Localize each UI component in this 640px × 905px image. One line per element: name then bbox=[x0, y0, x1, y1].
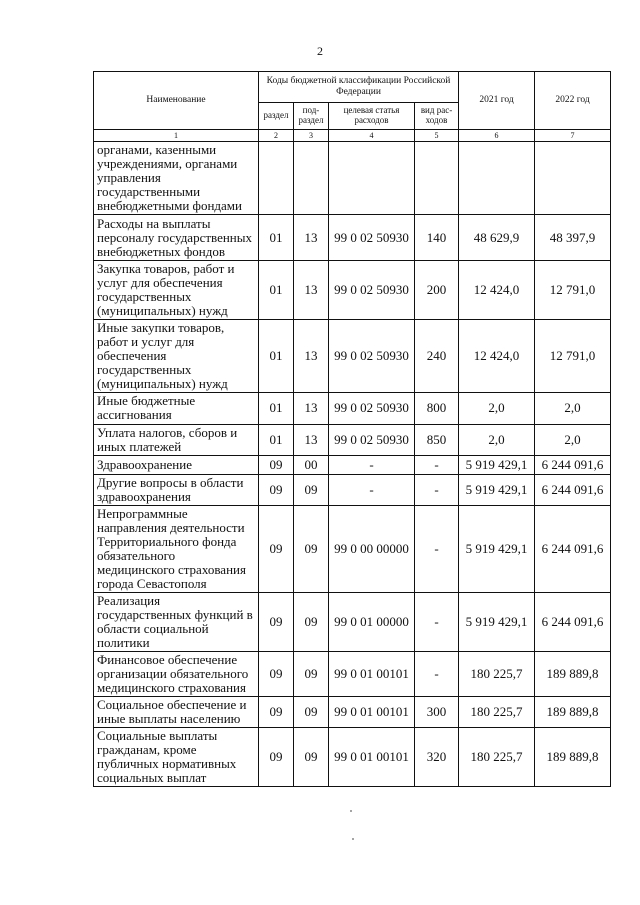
row-kind: 850 bbox=[415, 424, 459, 455]
table-row bbox=[94, 215, 611, 261]
row-name: Иные бюджетные ассигнования bbox=[94, 393, 259, 424]
row-target: 99 0 02 50930 bbox=[329, 393, 415, 424]
table-row bbox=[94, 320, 611, 393]
table-row bbox=[94, 728, 611, 787]
column-number: 7 bbox=[535, 130, 611, 142]
table-row bbox=[94, 474, 611, 505]
row-subsection: 09 bbox=[294, 505, 329, 592]
table-row bbox=[94, 455, 611, 474]
header-codes: Коды бюджетной классификации Российской Федерации bbox=[259, 72, 459, 103]
row-subsection: 13 bbox=[294, 424, 329, 455]
row-value-2021: 5 919 429,1 bbox=[459, 455, 535, 474]
table-row bbox=[94, 697, 611, 728]
row-value-2022: 189 889,8 bbox=[535, 728, 611, 787]
row-section: 09 bbox=[259, 474, 294, 505]
row-kind: - bbox=[415, 455, 459, 474]
row-value-2021: 180 225,7 bbox=[459, 697, 535, 728]
row-subsection: 09 bbox=[294, 728, 329, 787]
row-name: Социальные выплаты гражданам, кроме публичных нормативных социальных выплат bbox=[94, 728, 259, 787]
table-row bbox=[94, 142, 611, 215]
row-section: 01 bbox=[259, 393, 294, 424]
row-kind: 300 bbox=[415, 697, 459, 728]
budget-table bbox=[93, 71, 611, 787]
row-value-2022: 6 244 091,6 bbox=[535, 505, 611, 592]
row-section: 09 bbox=[259, 651, 294, 696]
row-target: - bbox=[329, 474, 415, 505]
table-row bbox=[94, 393, 611, 424]
table-row bbox=[94, 424, 611, 455]
row-target: 99 0 01 00101 bbox=[329, 728, 415, 787]
row-value-2022 bbox=[535, 142, 611, 215]
row-target: 99 0 00 00000 bbox=[329, 505, 415, 592]
row-value-2022: 6 244 091,6 bbox=[535, 592, 611, 651]
row-value-2021: 5 919 429,1 bbox=[459, 505, 535, 592]
column-number: 4 bbox=[329, 130, 415, 142]
row-target: 99 0 02 50930 bbox=[329, 215, 415, 261]
row-kind: 200 bbox=[415, 261, 459, 320]
row-target: 99 0 02 50930 bbox=[329, 320, 415, 393]
row-value-2022: 189 889,8 bbox=[535, 697, 611, 728]
row-subsection bbox=[294, 142, 329, 215]
row-value-2021: 5 919 429,1 bbox=[459, 592, 535, 651]
row-section: 09 bbox=[259, 728, 294, 787]
row-value-2021: 2,0 bbox=[459, 393, 535, 424]
row-value-2021: 180 225,7 bbox=[459, 728, 535, 787]
row-target: 99 0 02 50930 bbox=[329, 424, 415, 455]
row-subsection: 13 bbox=[294, 261, 329, 320]
column-number: 2 bbox=[259, 130, 294, 142]
row-target: 99 0 01 00101 bbox=[329, 651, 415, 696]
header-year-2022: 2022 год bbox=[535, 72, 611, 130]
row-value-2021: 12 424,0 bbox=[459, 261, 535, 320]
row-subsection: 09 bbox=[294, 697, 329, 728]
row-target: 99 0 01 00101 bbox=[329, 697, 415, 728]
row-name: Уплата налогов, сборов и иных платежей bbox=[94, 424, 259, 455]
row-value-2022: 12 791,0 bbox=[535, 261, 611, 320]
header-target: целевая статья расходов bbox=[329, 103, 415, 130]
row-value-2022: 2,0 bbox=[535, 424, 611, 455]
row-value-2021: 180 225,7 bbox=[459, 651, 535, 696]
row-name: Иные закупки товаров, работ и услуг для обеспечения государственных (муниципальных) нужд bbox=[94, 320, 259, 393]
row-kind: - bbox=[415, 474, 459, 505]
row-kind: - bbox=[415, 505, 459, 592]
row-section: 09 bbox=[259, 455, 294, 474]
row-subsection: 09 bbox=[294, 474, 329, 505]
row-name: Расходы на выплаты персоналу государственных внебюджетных фондов bbox=[94, 215, 259, 261]
row-section: 09 bbox=[259, 592, 294, 651]
table-row bbox=[94, 261, 611, 320]
column-number: 6 bbox=[459, 130, 535, 142]
row-value-2022: 189 889,8 bbox=[535, 651, 611, 696]
row-section: 01 bbox=[259, 215, 294, 261]
header-year-2021: 2021 год bbox=[459, 72, 535, 130]
row-section bbox=[259, 142, 294, 215]
row-kind: - bbox=[415, 651, 459, 696]
row-value-2022: 2,0 bbox=[535, 393, 611, 424]
row-name: Другие вопросы в области здравоохранения bbox=[94, 474, 259, 505]
header-name: Наименование bbox=[94, 72, 259, 130]
row-name: Финансовое обеспечение организации обязательного медицинского страхования bbox=[94, 651, 259, 696]
row-subsection: 09 bbox=[294, 592, 329, 651]
row-name: Социальное обеспечение и иные выплаты населению bbox=[94, 697, 259, 728]
row-kind: 240 bbox=[415, 320, 459, 393]
row-subsection: 13 bbox=[294, 393, 329, 424]
row-section: 09 bbox=[259, 697, 294, 728]
row-target: 99 0 01 00000 bbox=[329, 592, 415, 651]
header-section: раздел bbox=[259, 103, 294, 130]
table-row bbox=[94, 505, 611, 592]
table-row bbox=[94, 592, 611, 651]
row-value-2021: 2,0 bbox=[459, 424, 535, 455]
row-value-2022: 12 791,0 bbox=[535, 320, 611, 393]
row-name: Непрограммные направления деятельности Территориального фонда обязательного медицинского страхования города Севастополя bbox=[94, 505, 259, 592]
row-name: Реализация государственных функций в области социальной политики bbox=[94, 592, 259, 651]
row-section: 01 bbox=[259, 424, 294, 455]
row-subsection: 13 bbox=[294, 320, 329, 393]
row-name: Закупка товаров, работ и услуг для обеспечения государственных (муниципальных) нужд bbox=[94, 261, 259, 320]
row-section: 01 bbox=[259, 261, 294, 320]
column-number: 3 bbox=[294, 130, 329, 142]
page-number: 2 bbox=[317, 44, 323, 58]
row-subsection: 13 bbox=[294, 215, 329, 261]
header-kind: вид рас-ходов bbox=[415, 103, 459, 130]
row-kind: 800 bbox=[415, 393, 459, 424]
row-kind: - bbox=[415, 592, 459, 651]
row-value-2022: 48 397,9 bbox=[535, 215, 611, 261]
row-subsection: 00 bbox=[294, 455, 329, 474]
row-target: - bbox=[329, 455, 415, 474]
column-number: 1 bbox=[94, 130, 259, 142]
row-kind: 320 bbox=[415, 728, 459, 787]
row-name: органами, казенными учреждениями, органами управления государственными внебюджетными фондами bbox=[94, 142, 259, 215]
row-value-2021: 12 424,0 bbox=[459, 320, 535, 393]
row-value-2021: 5 919 429,1 bbox=[459, 474, 535, 505]
row-subsection: 09 bbox=[294, 651, 329, 696]
table-row bbox=[94, 651, 611, 696]
scan-speck bbox=[352, 838, 354, 840]
row-target bbox=[329, 142, 415, 215]
row-kind bbox=[415, 142, 459, 215]
row-value-2022: 6 244 091,6 bbox=[535, 455, 611, 474]
row-value-2021: 48 629,9 bbox=[459, 215, 535, 261]
scan-speck bbox=[350, 810, 352, 812]
row-section: 01 bbox=[259, 320, 294, 393]
row-value-2021 bbox=[459, 142, 535, 215]
row-section: 09 bbox=[259, 505, 294, 592]
row-target: 99 0 02 50930 bbox=[329, 261, 415, 320]
row-name: Здравоохранение bbox=[94, 455, 259, 474]
row-kind: 140 bbox=[415, 215, 459, 261]
row-value-2022: 6 244 091,6 bbox=[535, 474, 611, 505]
column-number: 5 bbox=[415, 130, 459, 142]
header-subsection: под-раздел bbox=[294, 103, 329, 130]
